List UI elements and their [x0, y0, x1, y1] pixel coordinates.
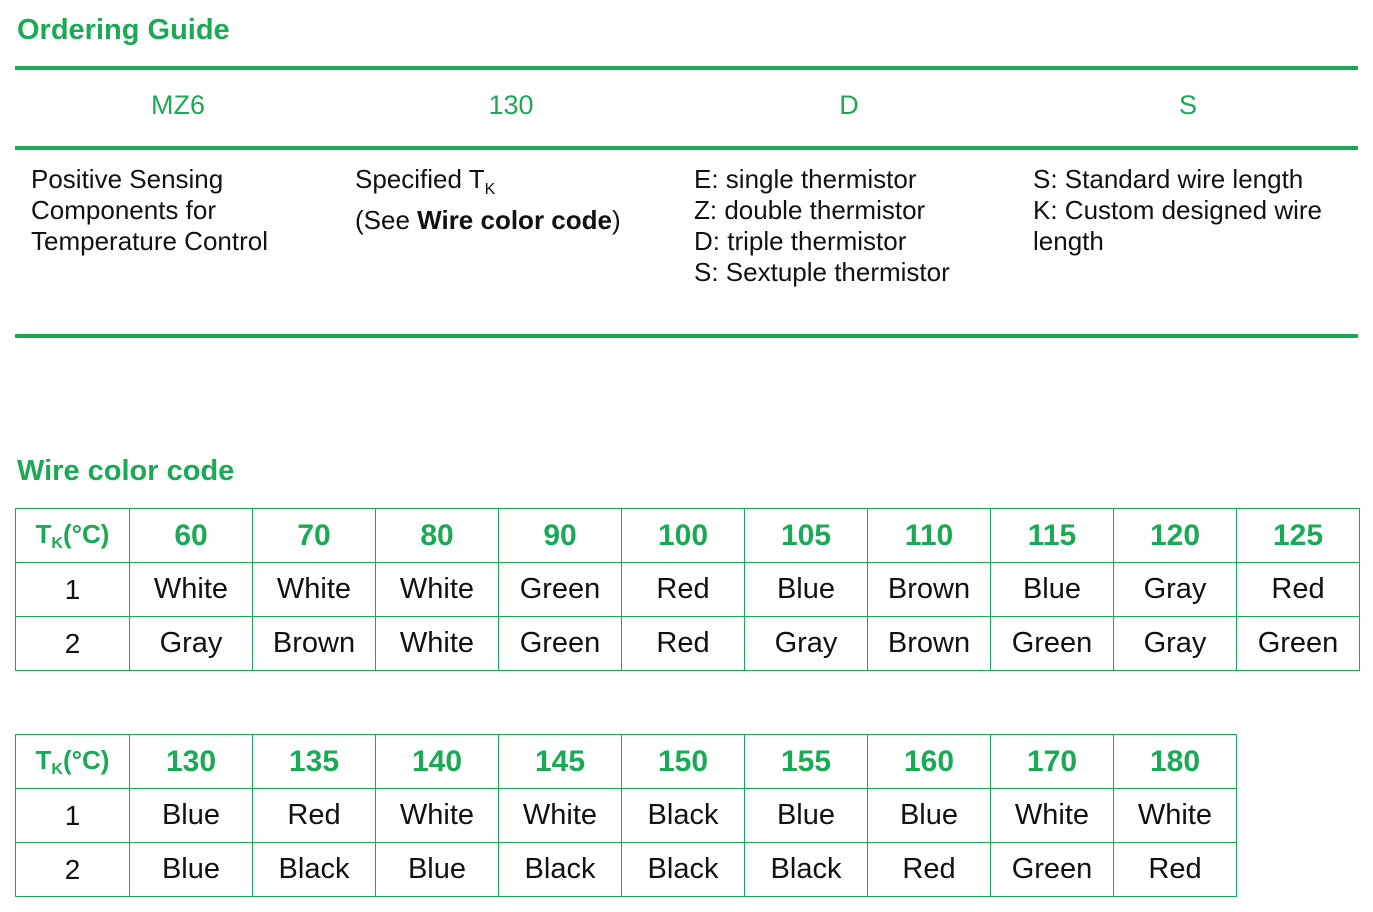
wire-row-1	[16, 789, 1237, 843]
temperature-header-row	[16, 509, 1360, 563]
description-line	[355, 164, 621, 205]
color-cell: Blue	[868, 789, 991, 843]
temperature-cell: 115	[991, 509, 1114, 563]
color-cell: Blue	[376, 843, 499, 897]
description-line: E: single thermistor	[694, 164, 917, 194]
tk-label-unit: (°C)	[62, 518, 110, 549]
color-cell: Green	[499, 617, 622, 671]
temperature-cell: 60	[130, 509, 253, 563]
temperature-cell: 180	[1114, 735, 1237, 789]
color-cell: White	[991, 789, 1114, 843]
color-cell: White	[376, 617, 499, 671]
color-cell: Green	[1237, 617, 1360, 671]
description-line: S: Sextuple thermistor	[694, 257, 950, 287]
tk-subscript: K	[484, 181, 496, 198]
color-cell: Green	[499, 563, 622, 617]
description-line: Temperature Control	[31, 226, 268, 256]
description-line: Components for	[31, 195, 216, 225]
color-cell: Red	[253, 789, 376, 843]
color-cell: Green	[991, 617, 1114, 671]
wire-color-table-1	[15, 508, 1360, 671]
color-cell: Red	[1237, 563, 1360, 617]
wire-row-1	[16, 563, 1360, 617]
description-line: Positive Sensing	[31, 164, 224, 194]
tk-label-subscript: K	[51, 760, 63, 778]
color-cell: Black	[622, 789, 745, 843]
color-cell: White	[130, 563, 253, 617]
color-cell: Blue	[991, 563, 1114, 617]
color-cell: Black	[253, 843, 376, 897]
wire-color-code-title: Wire color code	[17, 455, 235, 487]
color-cell: Red	[622, 617, 745, 671]
color-cell: Blue	[745, 563, 868, 617]
description-line	[355, 205, 621, 236]
tk-label-unit: (°C)	[62, 744, 110, 775]
temperature-cell: 120	[1114, 509, 1237, 563]
temperature-cell: 155	[745, 735, 868, 789]
tk-label: T	[35, 518, 52, 549]
temperature-cell: 160	[868, 735, 991, 789]
color-cell: Brown	[253, 617, 376, 671]
tk-label: T	[35, 744, 52, 775]
temperature-cell: 145	[499, 735, 622, 789]
description-line: K: Custom designed wire	[1033, 195, 1323, 225]
divider-middle	[15, 146, 1358, 150]
wire-row-2	[16, 617, 1360, 671]
ordering-code-row	[15, 90, 1358, 130]
color-cell: White	[499, 789, 622, 843]
temperature-cell: 90	[499, 509, 622, 563]
color-cell: Gray	[1114, 617, 1237, 671]
wire-row-label: 2	[16, 843, 130, 897]
description-line: Z: double thermistor	[694, 195, 926, 225]
see-close-text: )	[611, 205, 621, 235]
temperature-cell: 150	[622, 735, 745, 789]
ordering-guide-title: Ordering Guide	[17, 14, 230, 46]
description-line: D: triple thermistor	[694, 226, 907, 256]
divider-bottom	[15, 334, 1358, 338]
temperature-cell: 135	[253, 735, 376, 789]
description-temperature	[355, 164, 621, 236]
code-wire-length: S	[1178, 90, 1198, 120]
description-line: S: Standard wire length	[1033, 164, 1304, 194]
tk-header-cell	[16, 509, 130, 563]
temperature-cell: 70	[253, 509, 376, 563]
color-cell: Black	[499, 843, 622, 897]
color-cell: White	[376, 789, 499, 843]
color-cell: Blue	[130, 789, 253, 843]
temperature-cell: 105	[745, 509, 868, 563]
code-thermistor-count: D	[839, 90, 859, 120]
specified-tk-text: Specified T	[355, 164, 485, 194]
color-cell: Black	[745, 843, 868, 897]
color-cell: Red	[868, 843, 991, 897]
description-line: length	[1033, 226, 1104, 256]
color-cell: Brown	[868, 617, 991, 671]
see-open-text: (See	[355, 205, 418, 235]
color-cell: Green	[991, 843, 1114, 897]
divider-top	[15, 66, 1358, 70]
color-cell: White	[376, 563, 499, 617]
color-cell: Red	[1114, 843, 1237, 897]
wire-row-label: 1	[16, 789, 130, 843]
temperature-cell: 130	[130, 735, 253, 789]
temperature-cell: 125	[1237, 509, 1360, 563]
tk-label-subscript: K	[51, 534, 63, 552]
color-cell: Red	[622, 563, 745, 617]
color-cell: Gray	[745, 617, 868, 671]
wire-color-table-2	[15, 734, 1237, 897]
color-cell: Brown	[868, 563, 991, 617]
wire-row-label: 2	[16, 617, 130, 671]
color-cell: Gray	[1114, 563, 1237, 617]
color-cell: Blue	[745, 789, 868, 843]
temperature-cell: 80	[376, 509, 499, 563]
wire-color-code-reference: Wire color code	[417, 205, 612, 235]
temperature-header-row	[16, 735, 1237, 789]
description-series	[31, 164, 268, 257]
color-cell: Black	[622, 843, 745, 897]
temperature-cell: 100	[622, 509, 745, 563]
wire-row-2	[16, 843, 1237, 897]
code-temperature: 130	[488, 90, 534, 120]
temperature-cell: 140	[376, 735, 499, 789]
color-cell: White	[1114, 789, 1237, 843]
tk-header-cell	[16, 735, 130, 789]
wire-row-label: 1	[16, 563, 130, 617]
description-thermistor-count	[694, 164, 950, 288]
code-series: MZ6	[151, 90, 205, 120]
temperature-cell: 170	[991, 735, 1114, 789]
color-cell: Gray	[130, 617, 253, 671]
temperature-cell: 110	[868, 509, 991, 563]
color-cell: Blue	[130, 843, 253, 897]
description-wire-length	[1033, 164, 1322, 257]
color-cell: White	[253, 563, 376, 617]
